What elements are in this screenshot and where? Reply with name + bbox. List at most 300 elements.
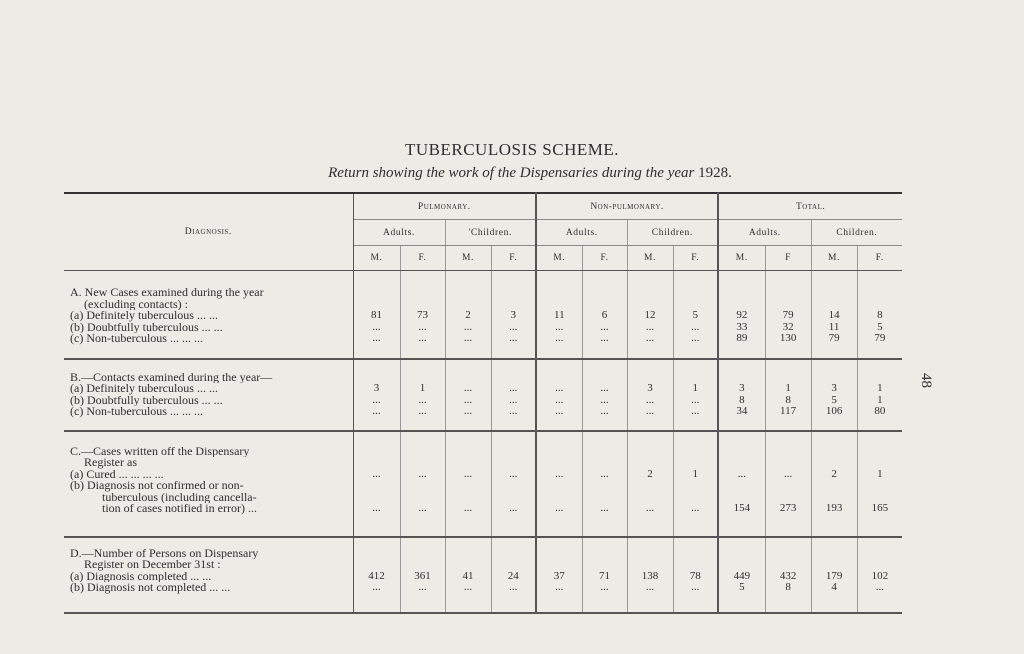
value — [813, 372, 856, 384]
value — [813, 492, 856, 504]
value — [355, 372, 399, 384]
value — [402, 559, 444, 571]
value: ... — [372, 503, 381, 514]
value: ... — [691, 503, 700, 514]
value: ... — [463, 582, 473, 593]
total-children-header: Children. — [811, 220, 902, 246]
value — [402, 299, 444, 311]
value-cell — [765, 271, 811, 359]
value — [859, 372, 902, 384]
diagnosis-line: (b) Diagnosis not confirmed or non- — [70, 480, 244, 492]
value-cell — [400, 431, 445, 537]
value: ... — [555, 394, 564, 406]
table-body — [64, 271, 902, 613]
value — [767, 480, 810, 492]
value — [813, 446, 856, 458]
value-cell — [582, 537, 627, 613]
value — [675, 559, 717, 571]
value — [629, 480, 672, 492]
diagnosis-line: (a) Cured ... ... ... ... — [70, 468, 164, 480]
value-cell — [536, 271, 582, 359]
value — [355, 287, 399, 299]
section-row — [64, 537, 902, 613]
value: ... — [555, 582, 564, 593]
diagnosis-line: Register on December 31st : — [84, 559, 221, 571]
value: 4 — [831, 582, 837, 593]
pulmonary-adults-header: Adults. — [353, 220, 445, 246]
value-cell — [811, 359, 857, 431]
diagnosis-line: C.—Cases written off the Dispensary — [70, 445, 250, 457]
value-cell — [353, 537, 400, 613]
value-cell — [718, 431, 765, 537]
value-cell — [857, 537, 902, 613]
value: 117 — [780, 406, 797, 417]
value — [813, 548, 856, 560]
value: ... — [463, 503, 473, 514]
page-title: TUBERCULOSIS SCHEME. — [404, 140, 620, 159]
value — [447, 548, 490, 560]
value: ... — [691, 321, 700, 333]
value — [675, 299, 717, 311]
value: 24 — [507, 570, 519, 582]
value: 412 — [368, 570, 385, 582]
value — [493, 548, 535, 560]
value: ... — [645, 503, 655, 514]
diagnosis-cell — [64, 431, 353, 537]
value — [447, 480, 490, 492]
value: 449 — [733, 570, 751, 582]
value: ... — [418, 503, 427, 514]
dispensary-return-table — [64, 192, 902, 614]
diagnosis-cell — [64, 359, 353, 431]
value: ... — [875, 582, 884, 593]
section-row — [64, 359, 902, 431]
value — [493, 492, 535, 504]
value-cell — [445, 271, 491, 359]
value — [355, 548, 399, 560]
value: 78 — [689, 570, 701, 582]
value — [584, 299, 626, 311]
value: ... — [372, 394, 381, 406]
diagnosis-line: (b) Doubtfully tuberculous ... ... — [70, 321, 223, 333]
page-subtitle — [0, 165, 1024, 182]
section-row — [64, 271, 902, 359]
value-cell — [718, 271, 765, 359]
value-cell — [353, 359, 400, 431]
value — [767, 372, 810, 384]
value: ... — [645, 333, 655, 344]
col-header-m: M. — [536, 246, 582, 271]
value — [584, 480, 626, 492]
value — [859, 559, 902, 571]
diagnosis-line: (b) Doubtfully tuberculous ... ... — [70, 394, 223, 406]
value: 3 — [739, 383, 745, 394]
value: ... — [372, 321, 381, 333]
value: ... — [600, 321, 609, 333]
value: 3 — [373, 383, 380, 394]
diagnosis-line: (c) Non-tuberculous ... ... ... — [70, 333, 203, 345]
value — [813, 457, 856, 469]
col-header-m: M. — [718, 246, 765, 271]
value: 8 — [785, 394, 791, 406]
value-cell — [582, 431, 627, 537]
value — [447, 299, 490, 311]
value-cell — [445, 431, 491, 537]
diagnosis-line: (a) Diagnosis completed ... ... — [70, 570, 212, 582]
value-cell — [765, 431, 811, 537]
value: 79 — [828, 333, 840, 344]
value: ... — [600, 333, 609, 344]
value: 273 — [779, 503, 797, 514]
value — [584, 548, 626, 560]
diagnosis-line: (excluding contacts) : — [84, 298, 188, 310]
value — [767, 559, 810, 571]
value: ... — [418, 406, 427, 417]
value — [402, 548, 444, 560]
value — [629, 548, 672, 560]
value — [493, 372, 535, 384]
value: 1 — [419, 383, 426, 394]
non-pulmonary-header: Non-pulmonary. — [536, 193, 718, 220]
value — [767, 492, 810, 504]
value — [720, 287, 764, 299]
value — [859, 480, 902, 492]
value: 2 — [831, 468, 837, 480]
diagnosis-cell — [64, 271, 353, 359]
value: 8 — [739, 394, 745, 406]
diagnosis-line: (a) Definitely tuberculous ... ... — [70, 310, 218, 322]
value: ... — [691, 582, 700, 593]
value — [584, 446, 626, 458]
value — [720, 559, 764, 571]
value — [813, 559, 856, 571]
value-cell — [673, 271, 718, 359]
col-header-f: F. — [857, 246, 902, 271]
value — [813, 480, 856, 492]
value-cell — [491, 271, 536, 359]
value: ... — [463, 468, 473, 480]
value: 5 — [877, 321, 883, 333]
value-cell — [536, 431, 582, 537]
value-cell — [582, 359, 627, 431]
value: ... — [783, 468, 793, 480]
value-cell — [353, 431, 400, 537]
value: ... — [555, 321, 564, 333]
value: 71 — [599, 570, 611, 582]
value: ... — [463, 333, 473, 344]
value — [720, 446, 764, 458]
value — [584, 372, 626, 384]
value: ... — [509, 321, 518, 333]
value — [538, 372, 581, 384]
value — [767, 287, 810, 299]
diagnosis-line: (a) Definitely tuberculous ... ... — [70, 383, 218, 395]
value — [402, 446, 444, 458]
value: 2 — [465, 310, 471, 321]
value: 89 — [736, 333, 748, 344]
value — [538, 480, 581, 492]
value — [675, 492, 717, 504]
value — [767, 299, 810, 311]
value: ... — [555, 406, 564, 417]
value: ... — [555, 333, 564, 344]
value-cell — [353, 271, 400, 359]
col-header-f: F — [765, 246, 811, 271]
value-cell — [491, 537, 536, 613]
value: 33 — [736, 321, 748, 333]
value — [493, 287, 535, 299]
value — [538, 457, 581, 469]
value: 3 — [647, 383, 653, 394]
value — [675, 480, 717, 492]
value: 6 — [601, 310, 608, 321]
value: ... — [418, 321, 427, 333]
page-number: 48 — [918, 373, 934, 388]
total-header: Total. — [718, 193, 902, 220]
value: 102 — [871, 570, 889, 582]
value: 179 — [825, 570, 843, 582]
value: ... — [372, 582, 381, 593]
value — [402, 287, 444, 299]
value — [767, 548, 810, 560]
value: 154 — [733, 503, 751, 514]
value — [538, 559, 581, 571]
diagnosis-line: (c) Non-tuberculous ... ... ... — [70, 406, 203, 418]
value — [538, 492, 581, 504]
value-cell — [718, 359, 765, 431]
value — [493, 559, 535, 571]
value: ... — [509, 503, 518, 514]
value-cell — [400, 359, 445, 431]
value — [447, 492, 490, 504]
value-cell — [857, 431, 902, 537]
value — [447, 559, 490, 571]
value — [675, 287, 717, 299]
value — [584, 492, 626, 504]
value — [584, 559, 626, 571]
value: ... — [418, 333, 427, 344]
value-cell — [400, 537, 445, 613]
value — [355, 480, 399, 492]
value-cell — [673, 359, 718, 431]
value — [493, 457, 535, 469]
value — [675, 548, 717, 560]
value: 1 — [877, 468, 883, 480]
value: 8 — [785, 582, 791, 593]
value — [629, 457, 672, 469]
value — [675, 457, 717, 469]
value: ... — [418, 468, 427, 480]
value — [355, 492, 399, 504]
total-adults-header: Adults. — [718, 220, 811, 246]
diagnosis-line: B.—Contacts examined during the year— — [70, 371, 273, 383]
value — [767, 446, 810, 458]
value: 41 — [462, 570, 474, 582]
value-cell — [400, 271, 445, 359]
value-cell — [536, 537, 582, 613]
non-pulmonary-adults-header: Adults. — [536, 220, 627, 246]
section-row — [64, 431, 902, 537]
value: 34 — [736, 406, 748, 417]
value — [720, 548, 764, 560]
value — [355, 299, 399, 311]
value: ... — [645, 582, 655, 593]
col-header-f: F. — [582, 246, 627, 271]
col-header-m: M. — [627, 246, 673, 271]
value: ... — [555, 468, 564, 480]
value: 92 — [736, 310, 748, 321]
value — [493, 480, 535, 492]
value: 14 — [828, 310, 840, 321]
value: ... — [509, 468, 518, 480]
non-pulmonary-children-header: Children. — [627, 220, 718, 246]
value: 165 — [871, 503, 889, 514]
value-cell — [673, 431, 718, 537]
value: 5 — [831, 394, 837, 406]
value: ... — [372, 333, 381, 344]
value: ... — [509, 582, 518, 593]
value: 5 — [739, 582, 745, 593]
value-cell — [718, 537, 765, 613]
value — [402, 480, 444, 492]
value: 130 — [779, 333, 797, 344]
value: ... — [463, 406, 473, 417]
value: 361 — [414, 570, 431, 582]
value: ... — [600, 468, 609, 480]
value: ... — [509, 406, 518, 417]
value — [402, 492, 444, 504]
value-cell — [582, 271, 627, 359]
value: ... — [463, 321, 473, 333]
value: ... — [418, 394, 427, 406]
value — [720, 372, 764, 384]
diagnosis-header: Diagnosis. — [64, 193, 353, 271]
value — [675, 372, 717, 384]
value — [355, 559, 399, 571]
value-cell — [536, 359, 582, 431]
value-cell — [491, 359, 536, 431]
value: 2 — [647, 468, 653, 480]
diagnosis-line: D.—Number of Persons on Dispensary — [70, 547, 259, 559]
value-cell — [765, 359, 811, 431]
value: 106 — [825, 406, 843, 417]
value: ... — [600, 582, 609, 593]
value — [538, 287, 581, 299]
value — [402, 372, 444, 384]
value — [859, 457, 902, 469]
value: ... — [509, 333, 518, 344]
diagnosis-line: A. New Cases examined during the year — [70, 287, 264, 299]
value: ... — [463, 394, 473, 406]
value: ... — [600, 406, 609, 417]
value: ... — [418, 582, 427, 593]
value: ... — [691, 406, 700, 417]
value — [629, 287, 672, 299]
value — [629, 492, 672, 504]
value: 81 — [371, 310, 382, 321]
value — [402, 457, 444, 469]
value — [538, 548, 581, 560]
value-cell — [765, 537, 811, 613]
value — [538, 446, 581, 458]
value: 12 — [644, 310, 656, 321]
value — [629, 446, 672, 458]
col-header-f: F. — [673, 246, 718, 271]
col-header-f: F. — [400, 246, 445, 271]
value — [493, 446, 535, 458]
value: ... — [372, 468, 381, 480]
value — [720, 480, 764, 492]
value — [720, 299, 764, 311]
value — [859, 492, 902, 504]
value: 1 — [877, 383, 883, 394]
value: 138 — [641, 570, 659, 582]
value — [859, 299, 902, 311]
value — [629, 559, 672, 571]
value — [355, 457, 399, 469]
value: 3 — [831, 383, 837, 394]
value: 79 — [874, 333, 886, 344]
value: 32 — [782, 321, 794, 333]
value — [720, 457, 764, 469]
value: ... — [737, 468, 746, 480]
value-cell — [811, 537, 857, 613]
value: 37 — [553, 570, 565, 582]
value: ... — [509, 383, 518, 394]
value: ... — [600, 503, 609, 514]
value: 73 — [417, 310, 428, 321]
value: ... — [645, 394, 655, 406]
subtitle-year: 1928. — [698, 165, 732, 181]
col-header-f: F. — [491, 246, 536, 271]
subtitle-text: Return showing the work of the Dispensaries during the year — [328, 165, 695, 181]
value — [355, 446, 399, 458]
value — [584, 287, 626, 299]
diagnosis-line: tion of cases notified in error) ... — [102, 503, 257, 515]
value — [767, 457, 810, 469]
value-cell — [445, 537, 491, 613]
value: 11 — [828, 321, 840, 333]
value — [447, 372, 490, 384]
value: 1 — [785, 383, 791, 394]
value — [629, 372, 672, 384]
value — [447, 287, 490, 299]
pulmonary-children-header: 'Children. — [445, 220, 536, 246]
value: ... — [600, 383, 609, 394]
value: ... — [645, 321, 655, 333]
value — [813, 287, 856, 299]
value: ... — [600, 394, 609, 406]
value: ... — [463, 383, 473, 394]
value — [859, 287, 902, 299]
value: ... — [372, 406, 381, 417]
value-cell — [673, 537, 718, 613]
value: ... — [509, 394, 518, 406]
value: ... — [691, 333, 700, 344]
value-cell — [811, 271, 857, 359]
col-header-m: M. — [811, 246, 857, 271]
value — [859, 548, 902, 560]
value-cell — [491, 431, 536, 537]
value: 193 — [825, 503, 843, 514]
value — [538, 299, 581, 311]
col-header-m: M. — [445, 246, 491, 271]
value: 1 — [692, 383, 699, 394]
value — [720, 492, 764, 504]
value: 5 — [692, 310, 699, 321]
value-cell — [627, 271, 673, 359]
value — [447, 457, 490, 469]
